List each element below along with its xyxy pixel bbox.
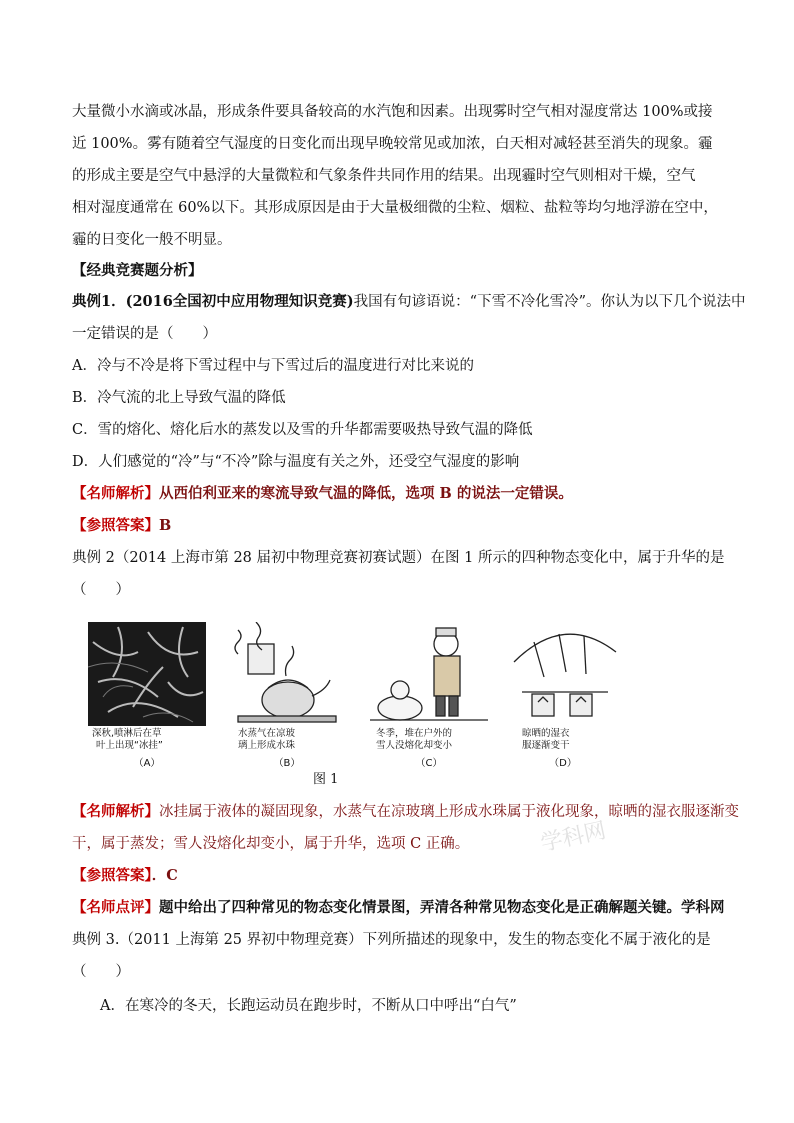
figure-panel-a — [88, 622, 206, 770]
kettle-steam-image — [228, 622, 346, 726]
drying-clothes-image — [504, 622, 622, 726]
option-a: A．冷与不冷是将下雪过程中与下雪过后的温度进行对比来说的 — [72, 358, 474, 374]
example2-stem-line2: （ ） — [72, 582, 130, 598]
answer-value: B — [159, 517, 172, 534]
panel-caption: 服逐渐变干 — [522, 740, 570, 751]
example2-analysis-line2: 干，属于蒸发；雪人没熔化却变小，属于升华，选项 C 正确。 — [72, 836, 470, 852]
example2-analysis — [72, 802, 739, 822]
answer-tag: 【参照答案】 — [72, 517, 159, 534]
analysis-text: 从西伯利亚来的寒流导致气温的降低，选项 B 的说法一定错误。 — [159, 485, 573, 502]
analysis-tag: 【名师解析】 — [72, 485, 159, 502]
example2-stem: 典例 2（2014 上海市第 28 届初中物理竞赛初赛试题）在图 1 所示的四种物态变化中，属于升华的是 — [72, 550, 725, 566]
option-b: B．冷气流的北上导致气温的降低 — [72, 390, 286, 406]
panel-caption: 晾晒的湿衣 — [522, 728, 570, 739]
comment-tag: 【名师点评】 — [72, 899, 159, 916]
example3-option-a: A．在寒冷的冬天，长跑运动员在跑步时，不断从口中呼出“白气” — [100, 998, 517, 1014]
watermark: 学科网 — [538, 818, 609, 857]
example3-stem-line2: （ ） — [72, 964, 130, 980]
figure-panel-b — [228, 622, 346, 770]
example3-stem: 典例 3.（2011 上海第 25 界初中物理竞赛）下列所描述的现象中，发生的物态变化不属于液化的是 — [72, 932, 711, 948]
example1-stem-line2: 一定错误的是（ ） — [72, 326, 217, 342]
example2-comment — [72, 898, 725, 918]
panel-caption: 璃上形成水珠 — [238, 740, 296, 751]
panel-caption: 雪人没熔化却变小 — [376, 740, 453, 751]
panel-caption: 叶上出现“冰挂” — [96, 740, 163, 751]
panel-caption: 水蒸气在凉玻 — [238, 728, 296, 739]
example2-answer — [72, 866, 178, 886]
example1-analysis — [72, 484, 573, 504]
answer-value: ．C — [151, 867, 178, 884]
frost-grass-image — [88, 622, 206, 726]
comment-text: 题中给出了四种常见的物态变化情景图，弄清各种常见物态变化是正确解题关键。学科网 — [159, 899, 725, 916]
paragraph-line: 大量微小水滴或冰晶，形成条件要具备较高的水汽饱和因素。出现雾时空气相对湿度常达 100%或接 — [72, 104, 713, 120]
figure-1 — [88, 622, 648, 772]
paragraph-line: 霾的日变化一般不明显。 — [72, 232, 232, 248]
panel-label: （D） — [549, 758, 577, 769]
example1-answer — [72, 516, 171, 536]
example1-prefix: 典例1．(2016全国初中应用物理知识竞赛) — [72, 293, 354, 310]
paragraph-line: 相对湿度通常在 60%以下。其形成原因是由于大量极细微的尘粒、烟粒、盐粒等均匀地浮游在空中， — [72, 200, 718, 216]
option-c: C．雪的熔化、熔化后水的蒸发以及雪的升华都需要吸热导致气温的降低 — [72, 422, 533, 438]
option-d: D．人们感觉的“冷”与“不冷”除与温度有关之外，还受空气湿度的影响 — [72, 454, 520, 470]
panel-caption: 深秋,喷淋后在草 — [92, 728, 162, 739]
section-heading: 【经典竞赛题分析】 — [72, 262, 203, 279]
snowman-image — [370, 622, 488, 726]
answer-tag: 【参照答案】 — [72, 867, 152, 884]
panel-label: （C） — [415, 758, 443, 769]
analysis-text: 冰挂属于液体的凝固现象，水蒸气在凉玻璃上形成水珠属于液化现象，晾晒的湿衣服逐渐变 — [159, 804, 739, 820]
panel-label: （A） — [133, 758, 161, 769]
example1-stem — [72, 292, 746, 312]
panel-caption: 冬季，堆在户外的 — [376, 728, 453, 739]
panel-label: （B） — [273, 758, 301, 769]
figure-panel-d — [504, 622, 622, 770]
paragraph-line: 近 100%。雾有随着空气湿度的日变化而出现早晚较常见或加浓，白天相对减轻甚至消失的现象。霾 — [72, 136, 713, 152]
example1-stem-text: 我国有句谚语说：“下雪不冷化雪冷”。你认为以下几个说法中 — [353, 294, 746, 310]
figure-label: 图 1 — [313, 772, 339, 787]
analysis-tag: 【名师解析】 — [72, 803, 159, 820]
figure-panel-c — [370, 622, 488, 770]
paragraph-line: 的形成主要是空气中悬浮的大量微粒和气象条件共同作用的结果。出现霾时空气则相对干燥，空气 — [72, 168, 696, 184]
